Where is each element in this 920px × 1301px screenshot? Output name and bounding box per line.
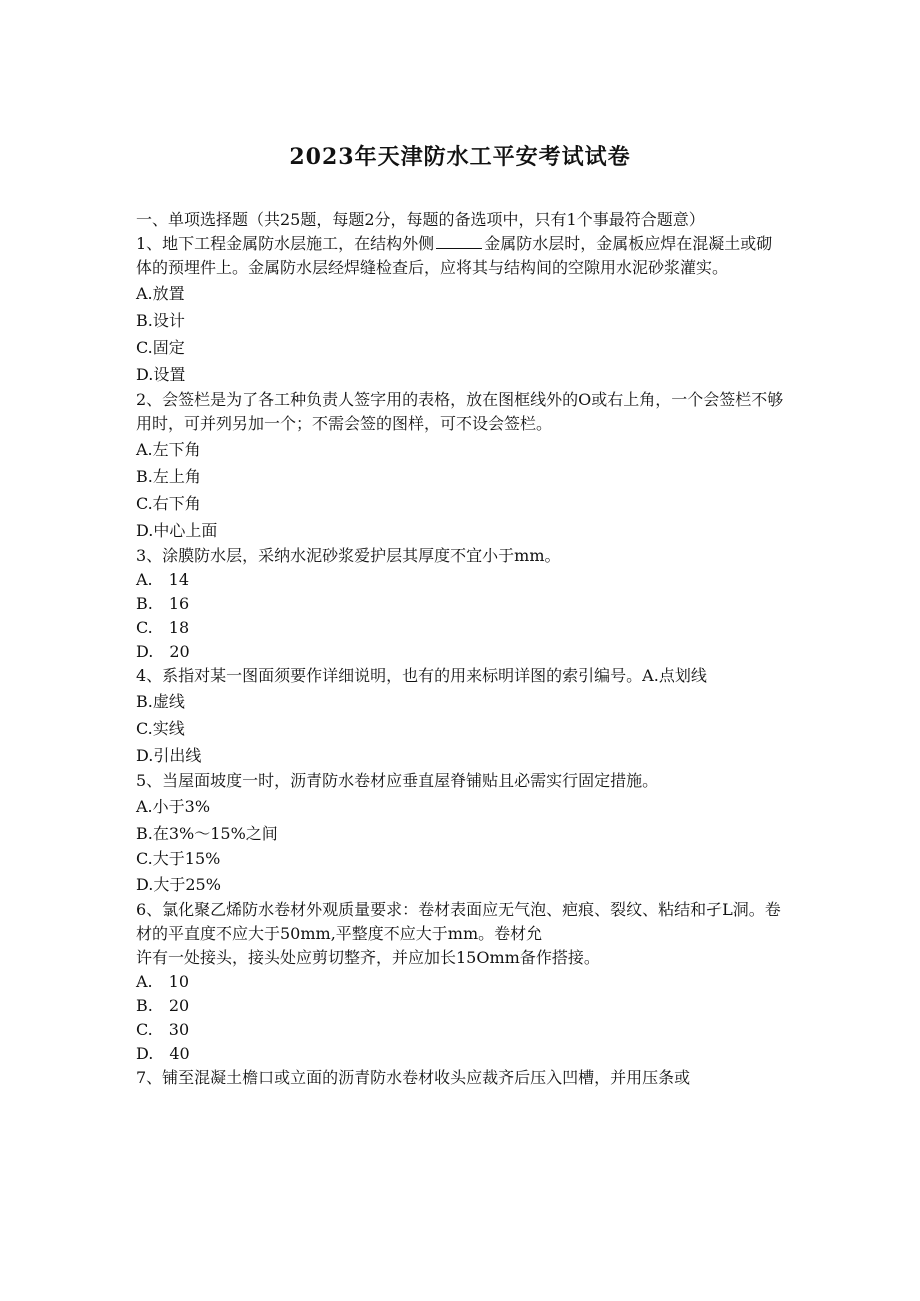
question-6-option-d: D. 40 [136,1044,190,1063]
page-title: 2023年天津防水工平安考试试卷 [289,144,631,170]
question-3-stem: 3、涂膜防水层，采纳水泥砂浆爱护层其厚度不宜小于mm。 [136,546,561,565]
question-6-option-b: B. 20 [136,996,190,1015]
question-4-option-c: C.实线 [136,719,185,738]
question-5-option-a: A.小于3% [136,797,211,816]
question-1-option-a: A.放置 [136,284,185,303]
question-5-option-b: B.在3%～15%之间 [136,824,278,843]
question-5-stem: 5、当屋面坡度一时，沥青防水卷材应垂直屋脊铺贴且必需实行固定措施。 [136,771,659,790]
question-2-option-a: A.左下角 [136,440,201,459]
question-1-stem-end: 金属防水层时，金属板应焊在混凝土或砌体的预埋件上。金属防水层经焊缝检查后，应将其与结构间的空隙用水泥砂浆灌实。 [136,234,773,277]
question-2-option-c: C.右下角 [136,494,201,513]
question-3-option-d: D. 20 [136,642,190,661]
question-5-option-c: C.大于15% [136,849,221,868]
question-4-option-d: D.引出线 [136,746,202,765]
question-5-option-d: D.大于25% [136,875,221,894]
section-heading: 一、单项选择题（共25题，每题2分，每题的备选项中，只有1个事最符合题意） [136,210,705,229]
question-2-option-b: B.左上角 [136,467,201,486]
question-6-option-a: A. 10 [136,972,190,991]
fill-in-blank [436,234,482,249]
document-body [136,208,788,1090]
question-6-option-c: C. 30 [136,1020,190,1039]
question-6-stem-continued: 许有一处接头，接头处应剪切整齐，并应加长15Omm备作搭接。 [136,948,600,967]
question-3-option-c: C. 18 [136,618,190,637]
question-1-option-d: D.设置 [136,365,186,384]
question-3-option-a: A. 14 [136,570,190,589]
question-4-option-b: B.虚线 [136,692,185,711]
question-1-option-c: C.固定 [136,338,185,357]
question-6-stem: 6、氯化聚乙烯防水卷材外观质量要求：卷材表面应无气泡、疤痕、裂纹、粘结和孑L洞。卷材的平直度不应大于50mm,平整度不应大于mm。卷材允 [136,900,781,943]
question-7-stem: 7、铺至混凝土檐口或立面的沥青防水卷材收头应裁齐后压入凹槽，并用压条或 [136,1068,691,1087]
question-1-stem-start: 1、地下工程金属防水层施工，在结构外侧 [136,234,435,253]
question-2-stem: 2、会签栏是为了各工种负责人签字用的表格，放在图框线外的O或右上角，一个会签栏不够用时，可并列另加一个；不需会签的图样，可不设会签栏。 [136,390,784,433]
question-4-stem: 4、系指对某一图面须要作详细说明，也有的用来标明详图的索引编号。A.点划线 [136,666,707,685]
question-1-option-b: B.设计 [136,311,185,330]
question-1-stem [136,232,788,280]
question-3-option-b: B. 16 [136,594,190,613]
question-2-option-d: D.中心上面 [136,521,218,540]
